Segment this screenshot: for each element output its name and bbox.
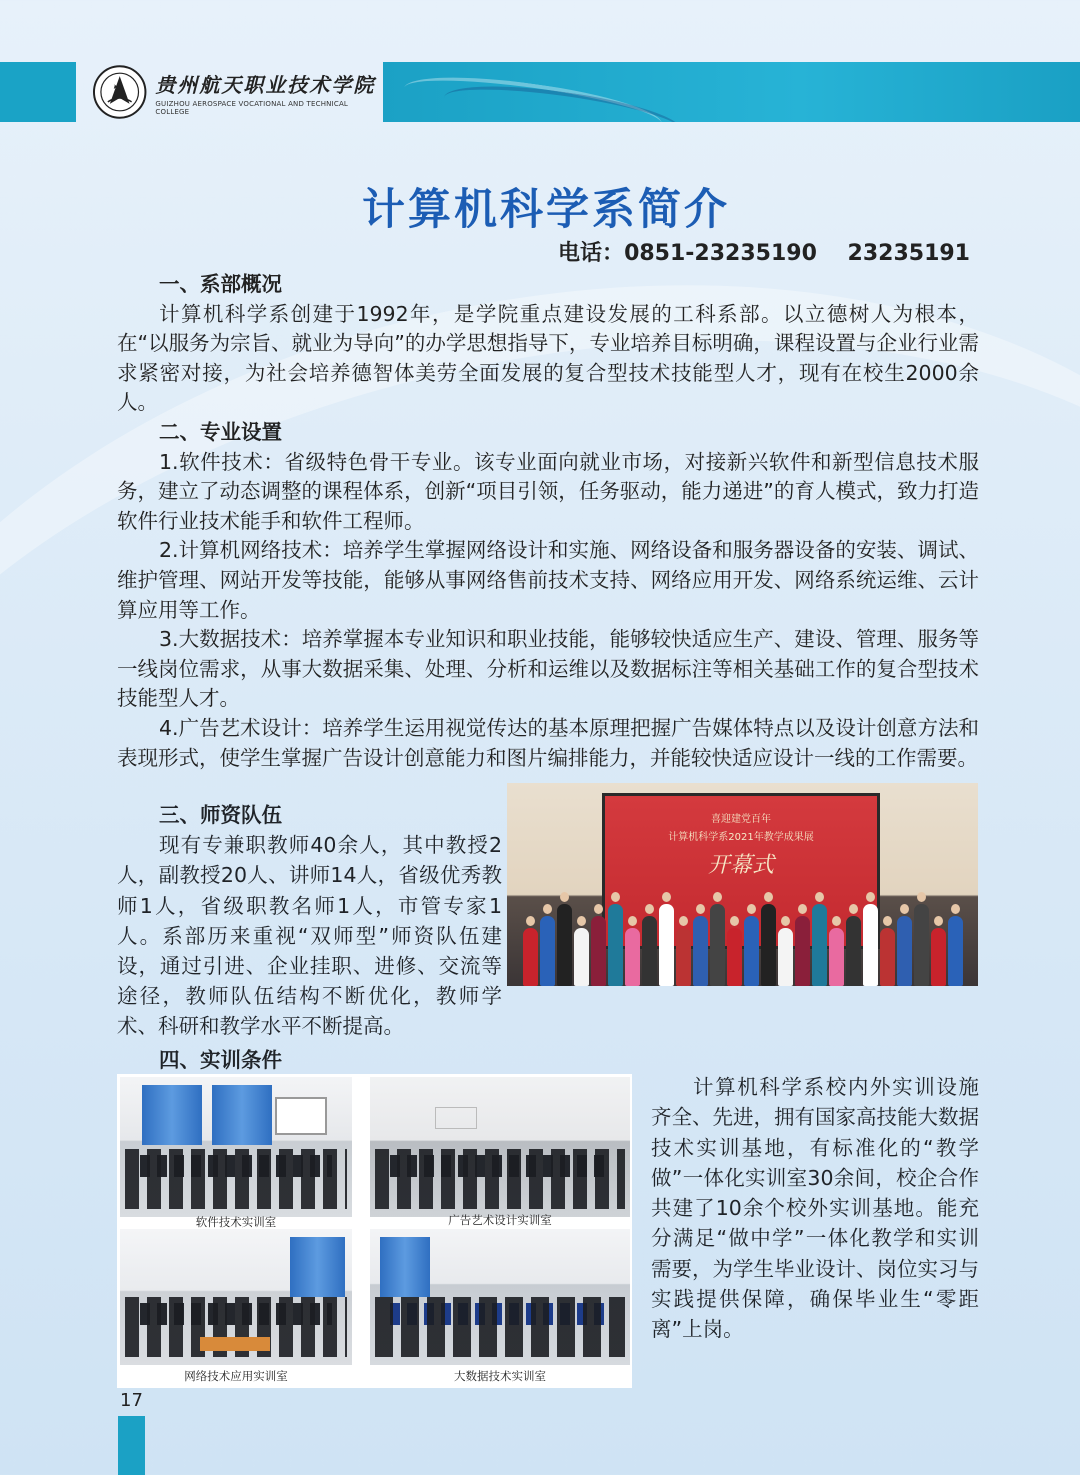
group-photo <box>507 783 978 986</box>
footer-bar <box>118 1416 145 1475</box>
person-figure <box>795 916 810 986</box>
major-item-software: 1.软件技术：省级特色骨干专业。该专业面向就业市场，对接新兴软件和新型信息技术服务，建立了动态调整的课程体系，创新“项目引领，任务驱动，能力递进”的育人模式，致力打造软件行业技术能手和软件工程师。 <box>117 449 979 533</box>
person-figure <box>608 904 623 986</box>
person-figure <box>625 928 640 986</box>
college-emblem-icon <box>92 64 147 120</box>
person-figure <box>914 904 929 986</box>
person-figure <box>710 904 725 986</box>
person-figure <box>931 928 946 986</box>
lab-photo-grid <box>117 1074 632 1388</box>
lab-caption: 软件技术实训室 <box>195 1215 277 1229</box>
screen-line: 开幕式 <box>707 853 774 878</box>
major-item-advertising: 4.广告艺术设计：培养学生运用视觉传达的基本原理把握广告媒体特点以及设计创意方法和表现形式，使学生掌握广告设计创意能力和图片编排能力，并能较快适应设计一线的工作需要。 <box>117 715 979 770</box>
person-figure <box>659 904 674 986</box>
page-number: 17 <box>120 1390 143 1411</box>
section-heading-overview: 一、系部概况 <box>159 272 282 296</box>
phone-line <box>558 236 970 267</box>
faculty-section <box>117 800 502 1042</box>
person-figure <box>880 928 895 986</box>
person-figure <box>523 928 538 986</box>
college-logo <box>92 62 382 122</box>
lab-photo-software <box>120 1077 352 1217</box>
major-item-network: 2.计算机网络技术：培养学生掌握网络设计和实施、网络设备和服务器设备的安装、调试、维护管理、网站开发等技能，能够从事网络售前技术支持、网络应用开发、网络系统运维、云计算应用等工作。 <box>117 538 979 622</box>
lab-photo-bigdata <box>370 1229 630 1365</box>
training-text <box>651 1072 979 1345</box>
phone-label: 电话： <box>558 241 625 266</box>
phone-number-1: 0851-23235190 <box>624 241 817 266</box>
main-text-block <box>117 270 979 773</box>
header-bar-right <box>383 62 1080 122</box>
section-heading-faculty: 三、师资队伍 <box>159 803 282 827</box>
phone-number-2: 23235191 <box>847 241 970 266</box>
person-figure <box>727 928 742 986</box>
person-figure <box>948 916 963 986</box>
person-figure <box>642 916 657 986</box>
person-figure <box>574 928 589 986</box>
person-figure <box>863 904 878 986</box>
person-figure <box>778 928 793 986</box>
person-figure <box>897 916 912 986</box>
lab-caption: 广告艺术设计实训室 <box>448 1213 552 1227</box>
page-title: 计算机科学系简介 <box>362 185 730 235</box>
lab-photo-network <box>120 1229 352 1365</box>
person-figure <box>693 916 708 986</box>
person-figure <box>829 928 844 986</box>
header-bar-left <box>0 62 76 122</box>
college-name-en: GUIZHOU AEROSPACE VOCATIONAL AND TECHNICAL COLLEGE <box>155 99 349 116</box>
faculty-paragraph: 现有专兼职教师40余人，其中教授2人，副教授20人、讲师14人，省级优秀教师1人，省级职教名师1人，市管专家1人。系部历来重视“双师型”师资队伍建设，通过引进、企业挂职、进修、交流等途径，教师队伍结构不断优化，教师学术、科研和教学水平不断提高。 <box>117 833 502 1039</box>
screen-line: 喜迎建党百年 <box>711 814 771 825</box>
screen-line: 计算机科学系2021年教学成果展 <box>668 832 814 843</box>
overview-paragraph: 计算机科学系创建于1992年，是学院重点建设发展的工科系部。以立德树人为根本，在“以服务为宗旨、就业为导向”的办学思想指导下，专业培养目标明确，课程设置与企业行业需求紧密对接，为社会培养德智体美劳全面发展的复合型技术技能型人才，现有在校生2000余人。 <box>117 301 979 415</box>
person-figure <box>812 904 827 986</box>
person-figure <box>744 916 759 986</box>
major-item-bigdata: 3.大数据技术：培养掌握本专业知识和职业技能，能够较快适应生产、建设、管理、服务等一线岗位需求，从事大数据采集、处理、分析和运维以及数据标注等相关基础工作的复合型技术技能型人才。 <box>117 627 979 711</box>
person-figure <box>591 916 606 986</box>
person-figure <box>557 904 572 986</box>
crowd <box>507 876 978 986</box>
section-heading-training: 四、实训条件 <box>159 1048 282 1072</box>
lab-caption: 大数据技术实训室 <box>454 1369 546 1383</box>
person-figure <box>761 904 776 986</box>
person-figure <box>540 916 555 986</box>
training-paragraph: 计算机科学系校内外实训设施齐全、先进，拥有国家高技能大数据技术实训基地，有标准化的“教学做”一体化实训室30余间，校企合作共建了10余个校外实训基地。能充分满足“做中学”一体化教学和实训需要，为学生毕业设计、岗位实习与实践提供保障，确保毕业生“零距离”上岗。 <box>651 1075 979 1342</box>
lab-photo-advertising <box>370 1077 630 1217</box>
person-figure <box>846 916 861 986</box>
section-heading-majors: 二、专业设置 <box>159 419 282 444</box>
lab-caption: 网络技术应用实训室 <box>184 1369 288 1383</box>
college-name-cn: 贵州航天职业技术学院 <box>155 72 376 97</box>
person-figure <box>676 928 691 986</box>
